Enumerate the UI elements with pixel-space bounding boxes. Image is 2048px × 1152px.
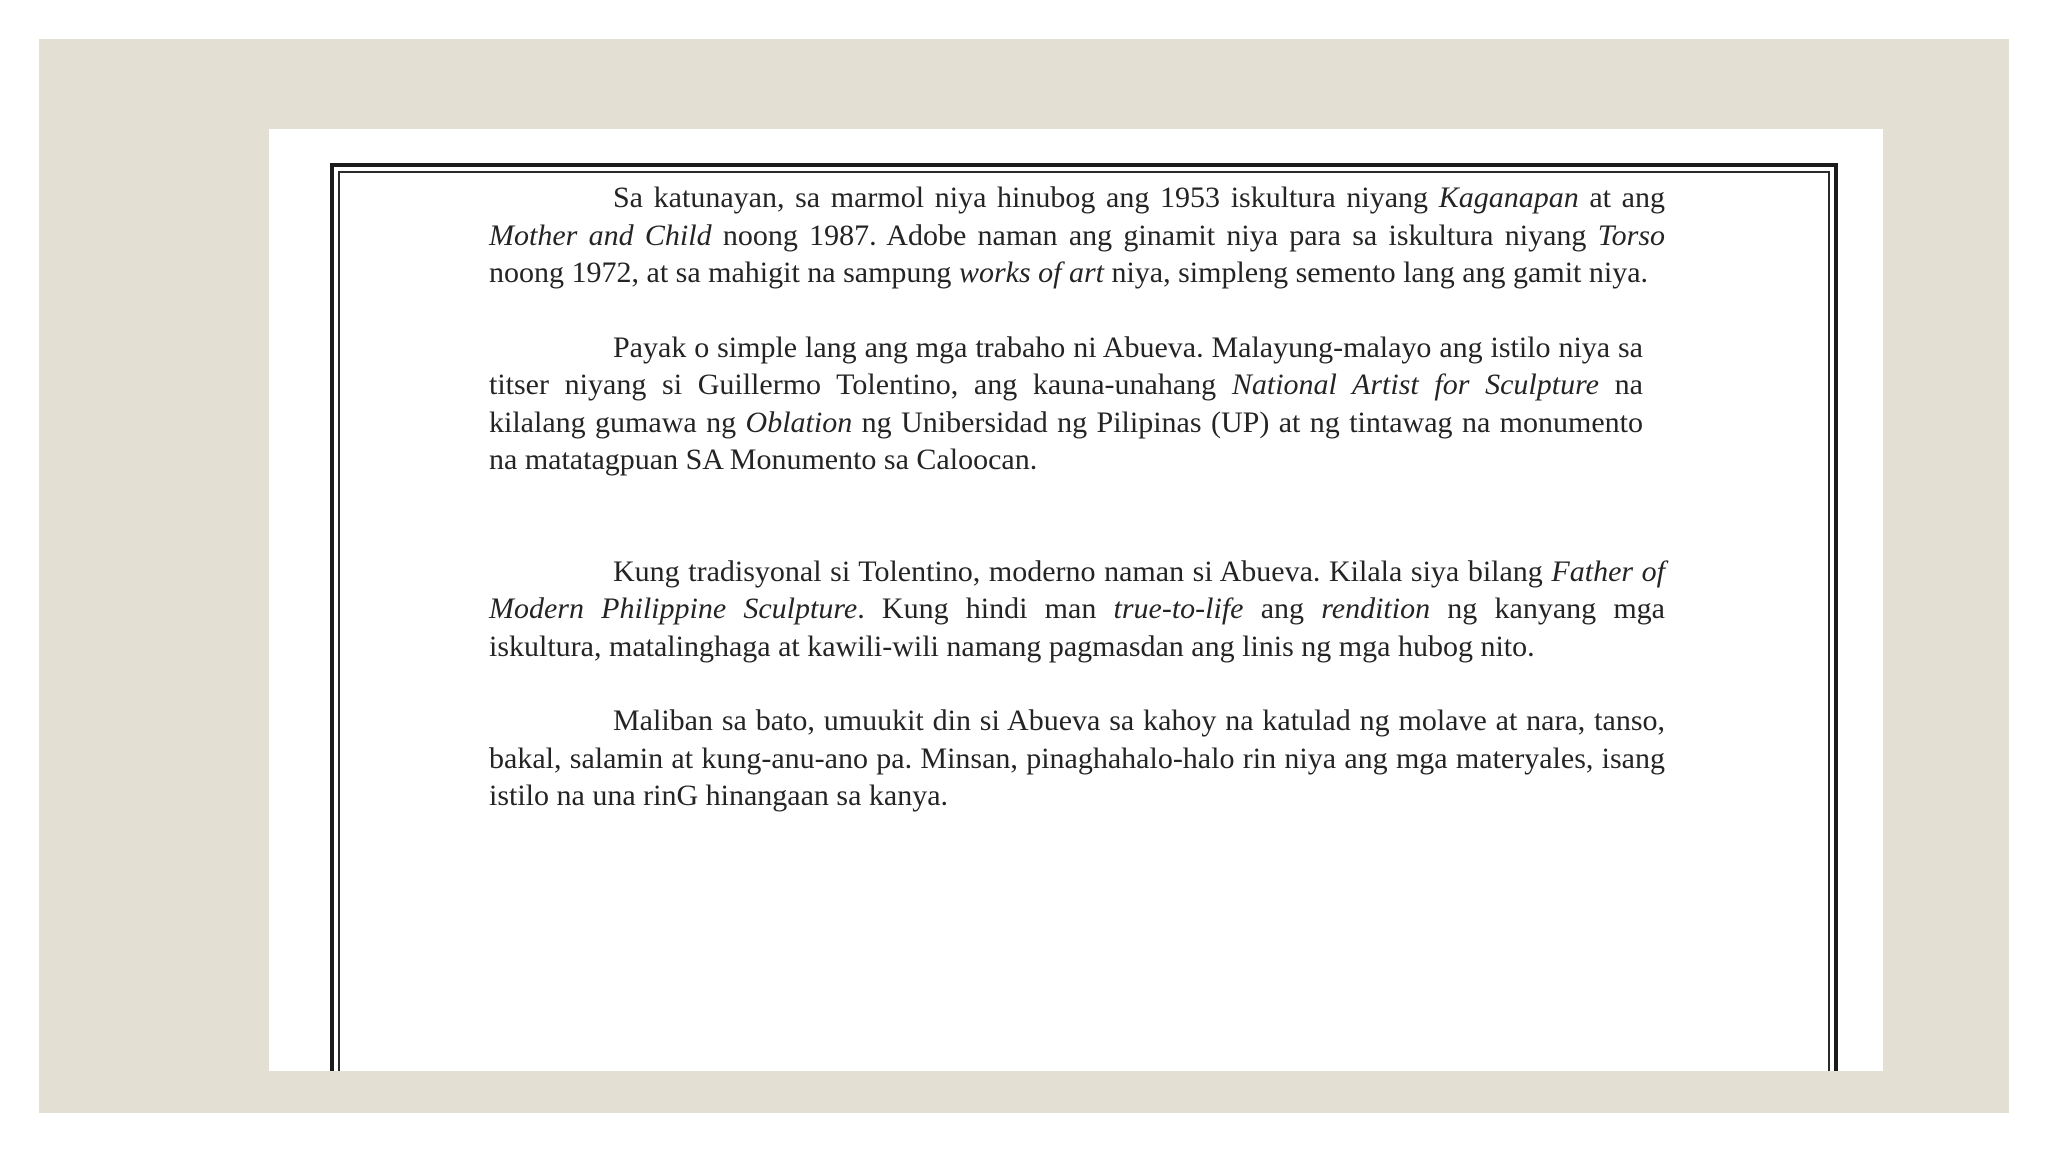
scanned-document-page [269,129,1883,1071]
paragraph-simple-style: Payak o simple lang ang mga trabaho ni Abueva. Malayung-malayo ang istilo niya sa titser niyang si Guillermo Tolentino, ang kauna-unahang National Artist for Sculpture na kilalang gumawa ng Oblation ng Unibersidad ng Pilipinas (UP) at ng tintawag na monumento na matatagpuan SA Monumento sa Caloocan. [489,330,1643,476]
paragraph-materials: Sa katunayan, sa marmol niya hinubog ang 1953 iskultura niyang Kaganapan at ang Mother and Child noong 1987. Adobe naman ang ginamit niya para sa iskultura niyang Torso noong 1972, at sa mahigit na sampung works of art niya, simpleng semento lang ang gamit niya. [489,181,1665,289]
paragraph-modern-style: Kung tradisyonal si Tolentino, moderno naman si Abueva. Kilala siya bilang Father of Modern Philippine Sculpture. Kung hindi man true-to-life ang rendition ng kanyang mga iskultura, matalinghaga at kawili-wili namang pagmasdan ang linis ng mga hubog nito. [489,554,1665,663]
paragraph-other-materials: Maliban sa bato, umuukit din si Abueva sa kahoy na katulad ng molave at nara, tanso, bakal, salamin at kung-anu-ano pa. Minsan, pinaghahalo-halo rin niya ang mga materyales, isang istilo na una rinG hinangaan sa kanya. [489,704,1665,812]
document-text [489,179,1665,815]
slide-background [39,39,2009,1113]
